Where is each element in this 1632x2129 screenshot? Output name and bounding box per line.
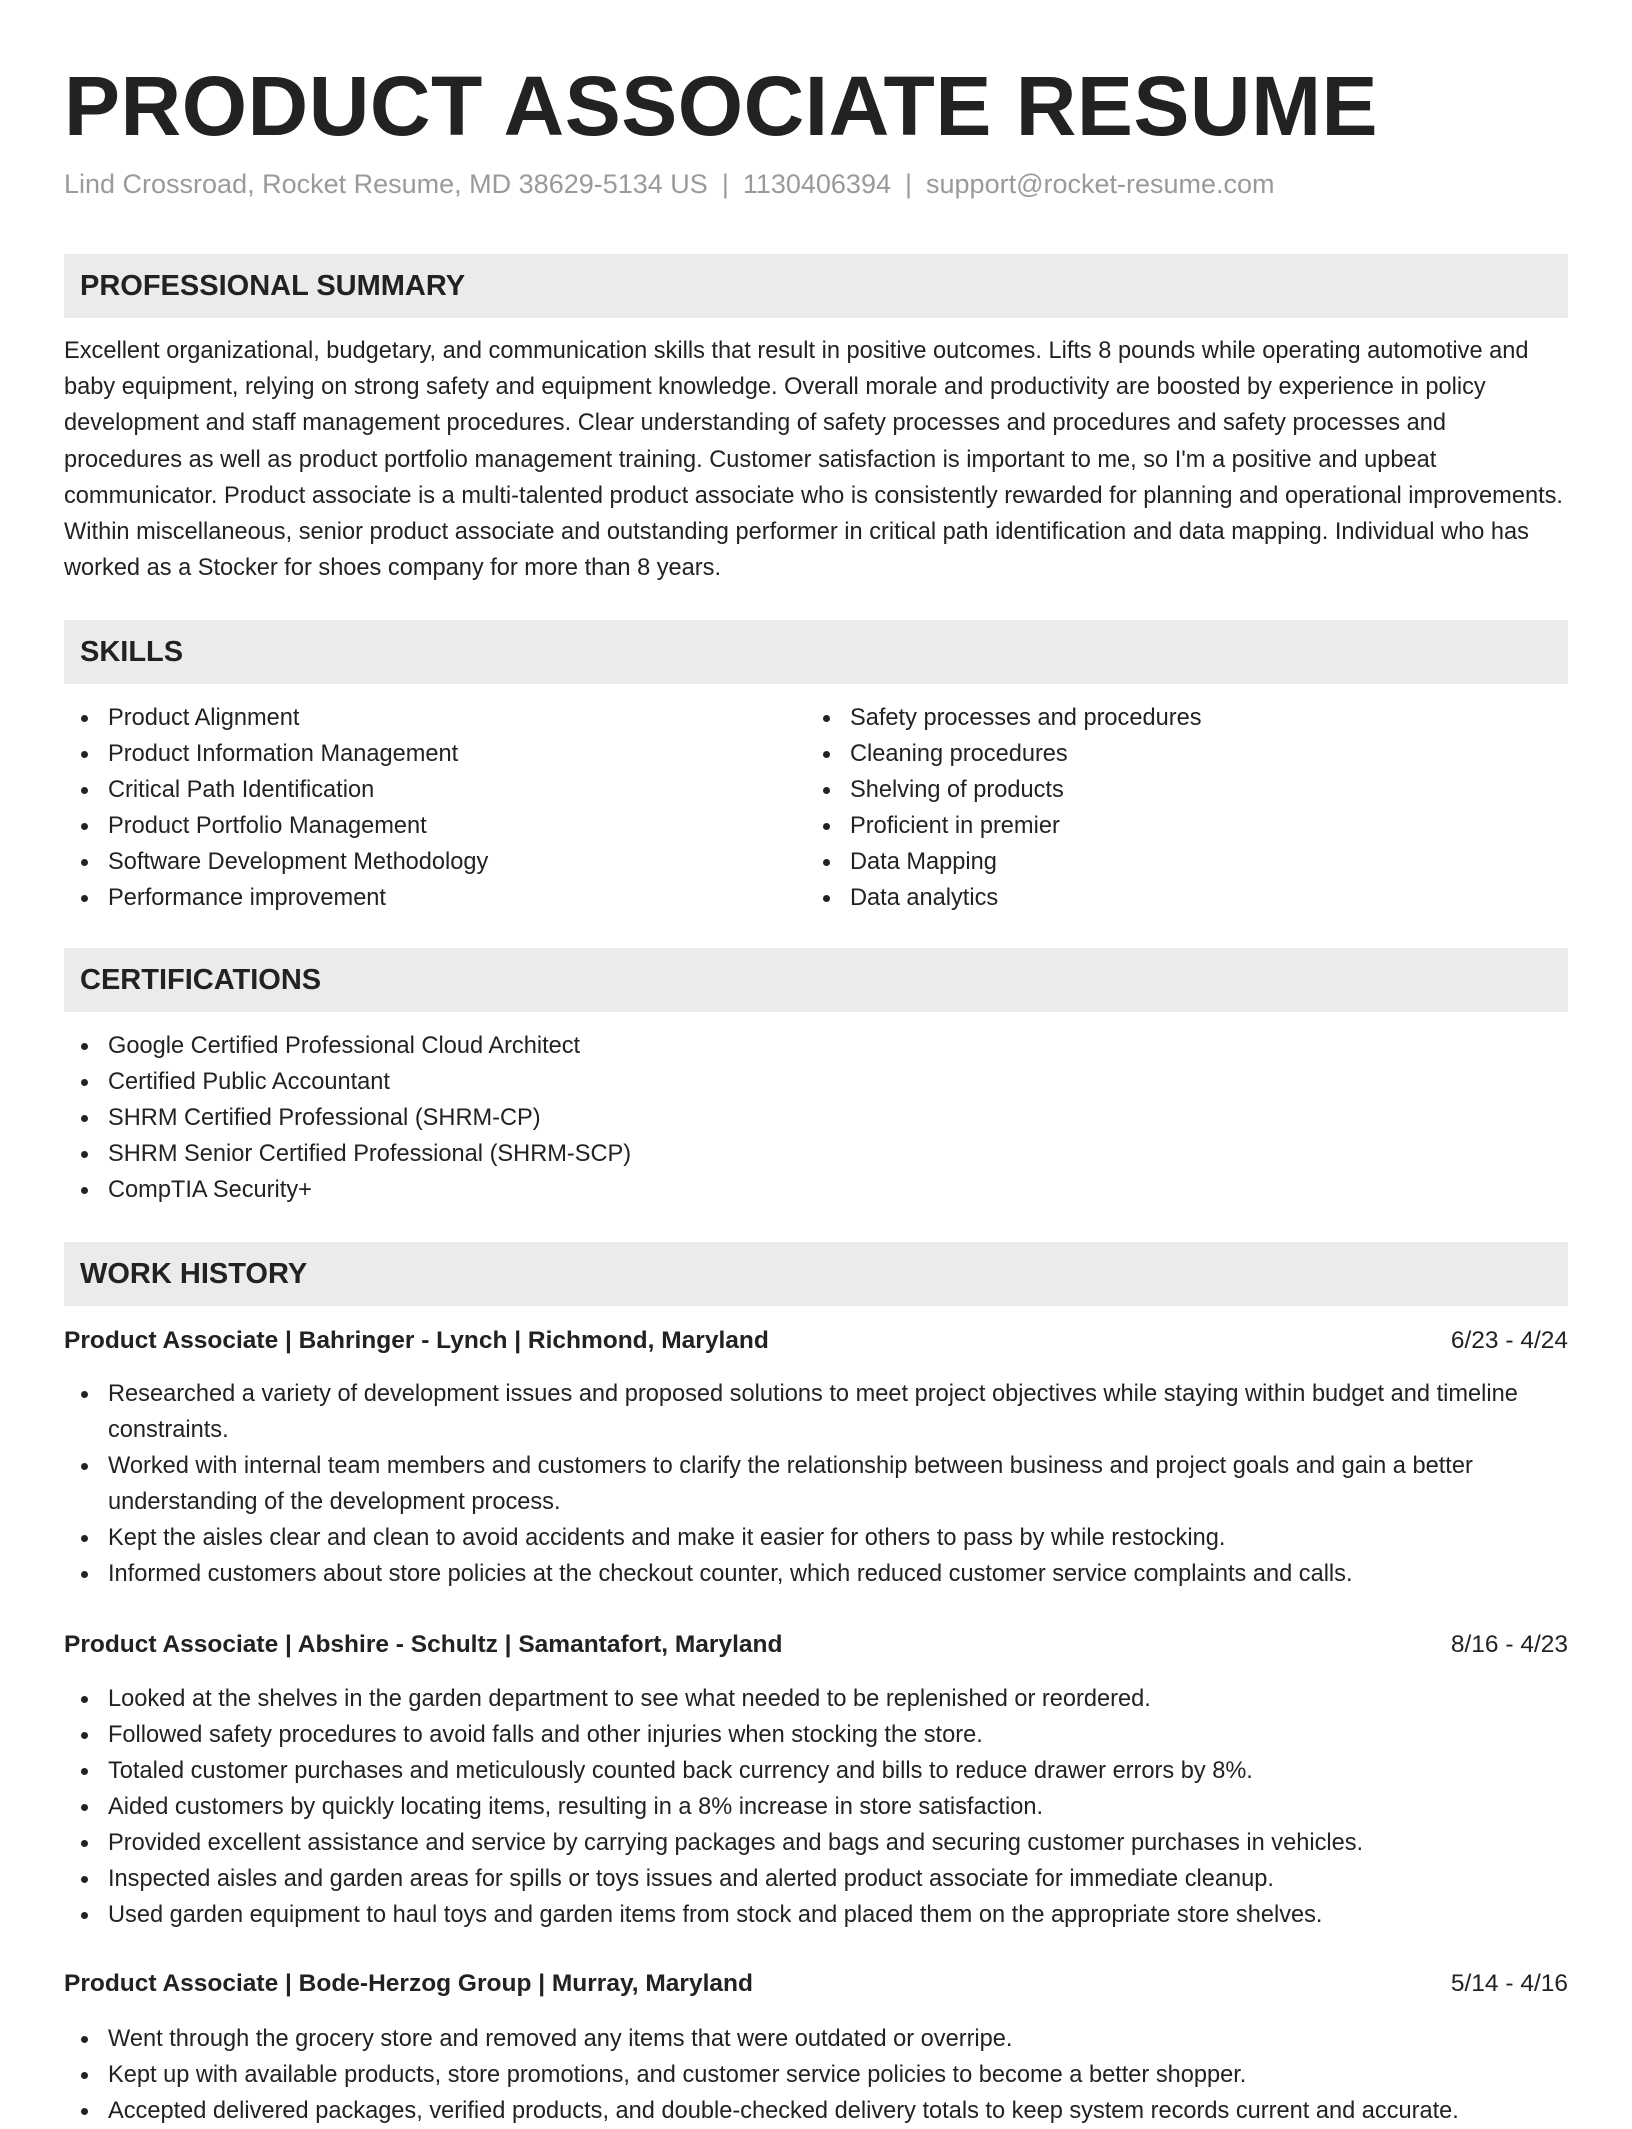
job-header	[64, 1627, 1568, 1663]
section-header-work-history: WORK HISTORY	[64, 1242, 1568, 1306]
job-bullet: Provided excellent assistance and service by carrying packages and bags and securing customer purchases in vehicles.	[64, 1825, 1568, 1861]
skill-item: Cleaning procedures	[806, 736, 1546, 772]
contact-separator: |	[721, 169, 729, 199]
job-dates: 5/14 - 4/16	[1450, 1970, 1568, 1997]
certifications-list	[64, 1028, 1568, 1208]
job-bullets	[64, 2021, 1568, 2129]
job-bullet: Inspected aisles and garden areas for spills or toys issues and alerted product associate for immediate cleanup.	[64, 1861, 1568, 1897]
skill-item: Data analytics	[806, 880, 1546, 916]
resume-title: PRODUCT ASSOCIATE RESUME	[64, 59, 1379, 153]
job-bullet: Kept the aisles clear and clean to avoid accidents and make it easier for others to pass by while restocking.	[64, 1520, 1568, 1556]
skill-item: Proficient in premier	[806, 808, 1546, 844]
contact-phone: 1130406394	[742, 169, 891, 199]
job-bullet: Followed safety procedures to avoid falls and other injuries when stocking the store.	[64, 1717, 1568, 1753]
job-header	[64, 1323, 1568, 1359]
job-bullet: Went through the grocery store and removed any items that were outdated or overripe.	[64, 2021, 1568, 2057]
contact-email: support@rocket-resume.com	[926, 169, 1275, 199]
job-bullet: Researched a variety of development issues and proposed solutions to meet project objectives while staying within budget and timeline constraints.	[64, 1376, 1568, 1448]
job-bullet: Kept up with available products, store promotions, and customer service policies to become a better shopper.	[64, 2057, 1568, 2093]
job-bullet: Used garden equipment to haul toys and garden items from stock and placed them on the appropriate store shelves.	[64, 1897, 1568, 1933]
skills-list-left	[64, 700, 804, 916]
certification-item: SHRM Certified Professional (SHRM-CP)	[64, 1100, 1568, 1136]
skill-item: Safety processes and procedures	[806, 700, 1546, 736]
job-bullets	[64, 1681, 1568, 1933]
skills-list-right	[806, 700, 1546, 916]
contact-separator: |	[905, 169, 913, 199]
job-bullet: Looked at the shelves in the garden department to see what needed to be replenished or reordered.	[64, 1681, 1568, 1717]
skill-item: Critical Path Identification	[64, 772, 804, 808]
contact-address: Lind Crossroad, Rocket Resume, MD 38629-5134 US	[64, 169, 708, 199]
skill-item: Product Information Management	[64, 736, 804, 772]
job-bullet: Worked with internal team members and customers to clarify the relationship between business and project goals and gain a better understanding of the development process.	[64, 1448, 1568, 1520]
certification-item: CompTIA Security+	[64, 1172, 1568, 1208]
certification-item: Certified Public Accountant	[64, 1064, 1568, 1100]
certification-item: SHRM Senior Certified Professional (SHRM-SCP)	[64, 1136, 1568, 1172]
job-title: Product Associate | Bahringer - Lynch | Richmond, Maryland	[64, 1327, 769, 1354]
skill-item: Product Alignment	[64, 700, 804, 736]
skill-item: Software Development Methodology	[64, 844, 804, 880]
job-bullet: Informed customers about store policies at the checkout counter, which reduced customer service complaints and calls.	[64, 1556, 1568, 1592]
job-dates: 8/16 - 4/23	[1450, 1631, 1568, 1658]
job-title: Product Associate | Bode-Herzog Group | Murray, Maryland	[64, 1970, 753, 1997]
job-header	[64, 1966, 1568, 2002]
job-bullet: Accepted delivered packages, verified products, and double-checked delivery totals to keep system records current and accurate.	[64, 2093, 1568, 2129]
job-bullet: Totaled customer purchases and meticulously counted back currency and bills to reduce drawer errors by 8%.	[64, 1753, 1568, 1789]
contact-line	[64, 166, 1275, 202]
section-header-summary: PROFESSIONAL SUMMARY	[64, 254, 1568, 318]
job-bullet: Aided customers by quickly locating items, resulting in a 8% increase in store satisfaction.	[64, 1789, 1568, 1825]
skill-item: Data Mapping	[806, 844, 1546, 880]
job-bullets	[64, 1376, 1568, 1592]
skill-item: Product Portfolio Management	[64, 808, 804, 844]
job-title: Product Associate | Abshire - Schultz | Samantafort, Maryland	[64, 1631, 783, 1658]
job-dates: 6/23 - 4/24	[1450, 1327, 1568, 1354]
skill-item: Shelving of products	[806, 772, 1546, 808]
section-header-skills: SKILLS	[64, 620, 1568, 684]
summary-text: Excellent organizational, budgetary, and communication skills that result in positive outcomes. Lifts 8 pounds while operating automotive and baby equipment, relying on strong safety and equipment knowledge. Overall morale and productivity are boosted by experience in policy development and staff management procedures. Clear understanding of safety processes and procedures and safety processes and procedures as well as product portfolio management training. Customer satisfaction is important to me, so I'm a positive and upbeat communicator. Product associate is a multi-talented product associate who is consistently rewarded for planning and operational improvements. Within miscellaneous, senior product associate and outstanding performer in critical path identification and data mapping. Individual who has worked as a Stocker for shoes company for more than 8 years.	[64, 338, 1563, 582]
skill-item: Performance improvement	[64, 880, 804, 916]
section-header-certifications: CERTIFICATIONS	[64, 948, 1568, 1012]
certification-item: Google Certified Professional Cloud Architect	[64, 1028, 1568, 1064]
